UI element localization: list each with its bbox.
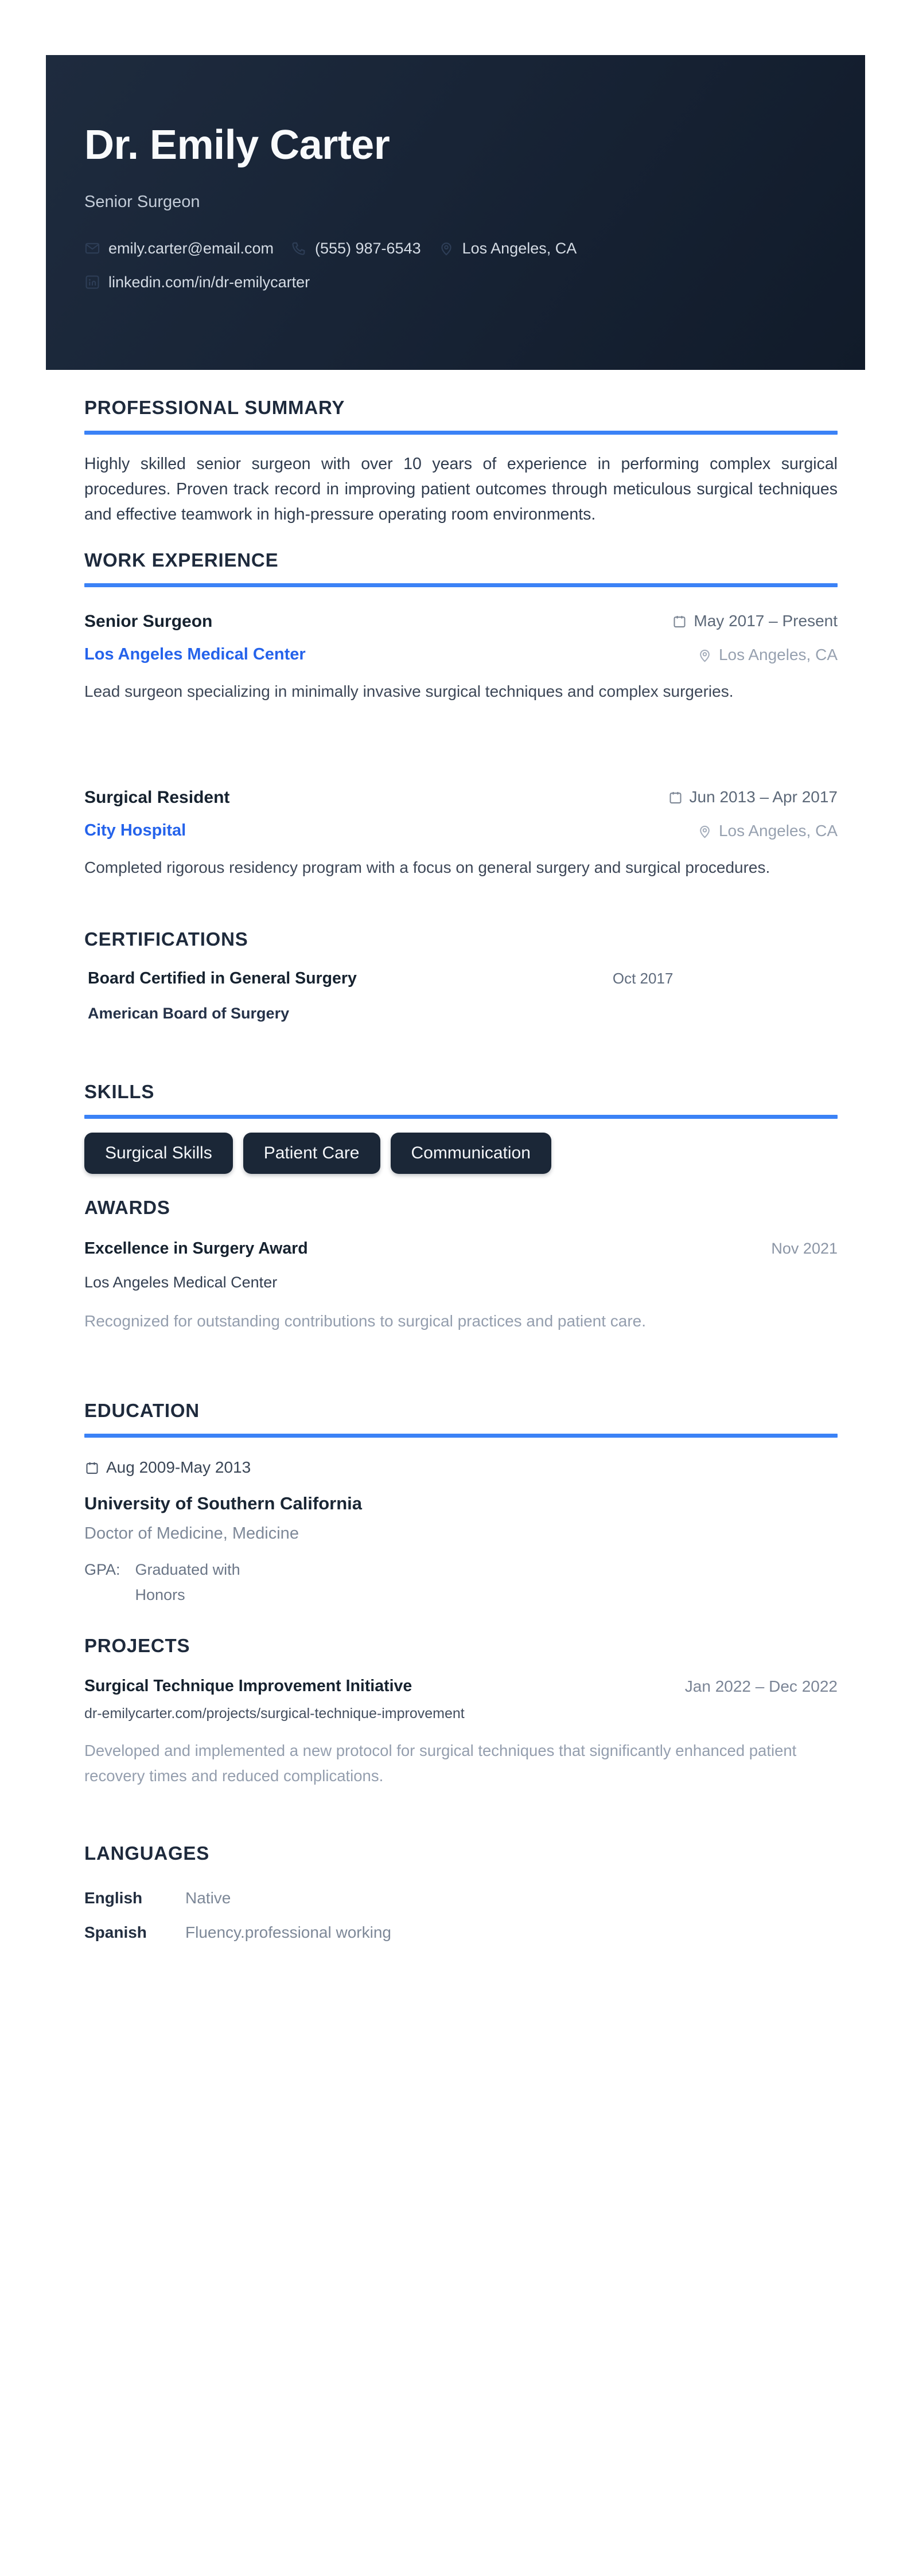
calendar-icon xyxy=(84,1460,100,1476)
contact-email xyxy=(84,239,274,257)
calendar-icon xyxy=(672,614,687,629)
award-date: Nov 2021 xyxy=(771,1240,838,1258)
contact-row-2 xyxy=(84,273,827,291)
job-location: Los Angeles, CA xyxy=(697,646,838,664)
contact-location-text: Los Angeles, CA xyxy=(462,239,577,257)
education-divider xyxy=(84,1434,838,1438)
job-description: Completed rigorous residency program with a focus on general surgery and surgical procedures. xyxy=(84,858,770,877)
resume-body xyxy=(84,370,838,1976)
language-row xyxy=(84,1888,838,1908)
job-location: Los Angeles, CA xyxy=(697,822,838,840)
certification-title: Board Certified in General Surgery xyxy=(88,969,357,988)
award-organization: Los Angeles Medical Center xyxy=(84,1273,278,1291)
person-role: Senior Surgeon xyxy=(84,192,200,211)
section-projects xyxy=(84,1607,838,1789)
summary-divider xyxy=(84,431,838,435)
work-entry xyxy=(84,612,838,704)
job-date: May 2017 – Present xyxy=(672,612,838,630)
projects-heading: PROJECTS xyxy=(84,1635,190,1657)
contact-linkedin-text: linkedin.com/in/dr-emilycarter xyxy=(108,273,310,291)
language-name: English xyxy=(84,1889,143,1907)
project-url-link[interactable]: dr-emilycarter.com/projects/surgical-technique-improvement xyxy=(84,1705,465,1722)
education-degree: Doctor of Medicine, Medicine xyxy=(84,1524,299,1543)
company-link[interactable]: City Hospital xyxy=(84,821,186,840)
section-skills xyxy=(84,1022,838,1174)
skills-heading: SKILLS xyxy=(84,1081,155,1103)
certification-issuer: American Board of Surgery xyxy=(88,1005,290,1022)
skills-divider xyxy=(84,1115,838,1119)
education-school: University of Southern California xyxy=(84,1493,363,1513)
section-education xyxy=(84,1333,838,1607)
work-heading: WORK EXPERIENCE xyxy=(84,549,279,571)
gpa-label: GPA: xyxy=(84,1561,120,1579)
skill-tag: Communication xyxy=(391,1133,551,1174)
job-title: Surgical Resident xyxy=(84,788,230,807)
location-pin-icon xyxy=(697,647,713,663)
contact-block xyxy=(84,239,827,291)
job-description: Lead surgeon specializing in minimally invasive surgical techniques and complex surgeries. xyxy=(84,682,734,701)
section-certifications xyxy=(84,880,838,1022)
section-work-experience xyxy=(84,527,838,880)
contact-row-1 xyxy=(84,239,827,257)
location-pin-icon xyxy=(697,823,713,839)
project-title: Surgical Technique Improvement Initiative xyxy=(84,1677,412,1696)
contact-phone xyxy=(291,239,421,257)
project-date: Jan 2022 – Dec 2022 xyxy=(684,1677,838,1696)
summary-text: Highly skilled senior surgeon with over 10 years of experience in performing complex surgical procedures. Proven track record in improving patient outcomes through meticulous surgical techniques and effective teamwork in high-pressure operating room environments. xyxy=(84,455,838,524)
project-description: Developed and implemented a new protocol for surgical techniques that significantly enhanced patient recovery times and reduced complications. xyxy=(84,1742,797,1785)
section-professional-summary xyxy=(84,370,838,527)
section-awards xyxy=(84,1174,838,1333)
company-link[interactable]: Los Angeles Medical Center xyxy=(84,645,306,663)
calendar-icon xyxy=(668,790,683,805)
email-icon xyxy=(84,240,100,256)
contact-email-text: emily.carter@email.com xyxy=(108,239,274,257)
project-item xyxy=(84,1677,838,1789)
gpa-value: Graduated with Honors xyxy=(135,1561,240,1604)
language-level: Native xyxy=(185,1889,231,1907)
language-list xyxy=(84,1888,838,1942)
certification-item xyxy=(84,969,838,1022)
section-languages xyxy=(84,1789,838,1976)
summary-heading: PROFESSIONAL SUMMARY xyxy=(84,397,345,418)
award-title: Excellence in Surgery Award xyxy=(84,1239,308,1258)
language-row xyxy=(84,1923,838,1942)
education-gpa xyxy=(84,1557,838,1607)
phone-icon xyxy=(291,240,307,256)
skill-tag: Surgical Skills xyxy=(84,1133,233,1174)
education-entry xyxy=(84,1458,838,1607)
location-pin-icon xyxy=(438,240,454,256)
certifications-heading: CERTIFICATIONS xyxy=(84,928,248,950)
work-entry xyxy=(84,788,838,880)
job-title: Senior Surgeon xyxy=(84,612,213,631)
resume-header xyxy=(46,55,865,370)
language-level: Fluency.professional working xyxy=(185,1923,391,1941)
education-heading: EDUCATION xyxy=(84,1399,200,1421)
contact-phone-text: (555) 987-6543 xyxy=(314,239,421,257)
linkedin-icon xyxy=(84,274,100,290)
award-description: Recognized for outstanding contributions to surgical practices and patient care. xyxy=(84,1312,647,1330)
awards-heading: AWARDS xyxy=(84,1197,170,1219)
person-name: Dr. Emily Carter xyxy=(84,122,390,168)
languages-heading: LANGUAGES xyxy=(84,1843,210,1864)
education-date: Aug 2009-May 2013 xyxy=(84,1458,251,1477)
job-date: Jun 2013 – Apr 2017 xyxy=(668,788,838,806)
skill-tag: Patient Care xyxy=(243,1133,380,1174)
contact-location xyxy=(438,239,577,257)
contact-linkedin[interactable] xyxy=(84,273,310,291)
work-divider xyxy=(84,583,838,587)
language-name: Spanish xyxy=(84,1923,147,1941)
certification-date: Oct 2017 xyxy=(612,970,673,988)
skill-tag-list xyxy=(84,1133,838,1174)
award-item xyxy=(84,1239,838,1333)
